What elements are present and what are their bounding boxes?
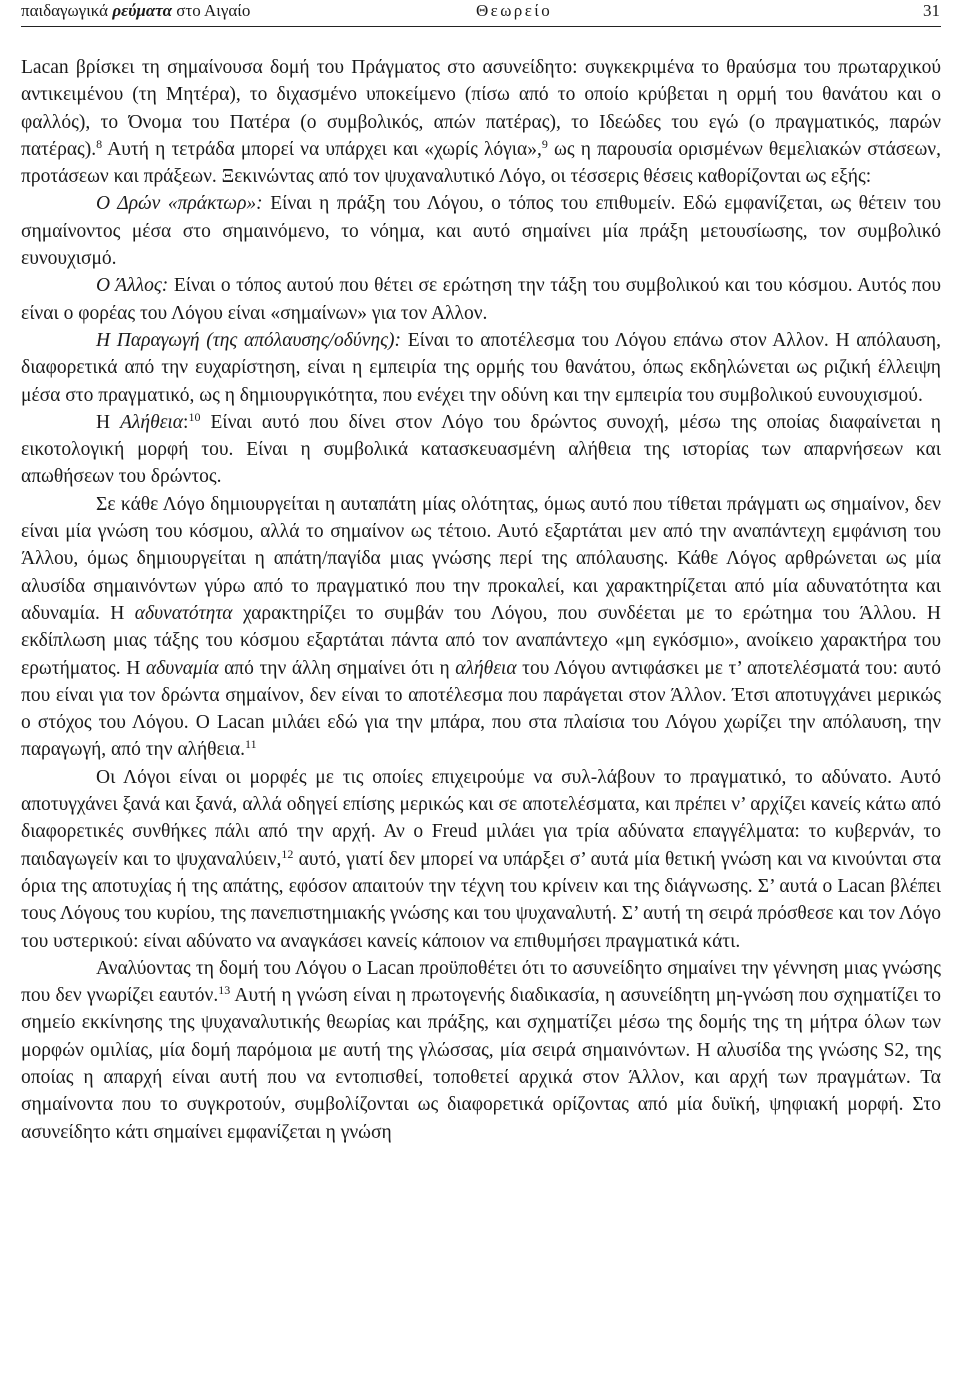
text-run: Οι Λόγοι είναι οι μορφές με τις οποίες επιχειρούμε να συλ-λάβουν το πραγματικό, το αδύνατο. Αυτό αποτυγχάνει ξανά και ξανά, αλλά οδηγεί επίσης μερικώς και σε αποτελέσματα, και πρέπει ν’ αρχίζει κανείς κάτω από διαφορετικές συνθήκες πάλι από την αρχή. Αν ο Freud μιλάει για τρία αδύνατα επαγγέλματα: το κυβερνάν, το παιδαγωγείν και το ψυχαναλύειν, (21, 766, 941, 870)
text-run: : (183, 411, 189, 433)
emphasis-impossibility: αδυνατότητα (134, 602, 233, 624)
footnote-ref-10[interactable]: 10 (188, 409, 201, 424)
term-production: Η Παραγωγή (της απόλαυσης/οδύνης): (96, 329, 402, 351)
text-run: Είναι η πράξη του Λόγου, ο τόπος του επιθυμείν. Εδώ εμφανίζεται, ως θέτειν του σημαίνοντος μέσα στο σημαινόμενο, το νόημα, και αυτό σημαίνει μία πράξη μετουσίωσης, τον συμβολικό ευνουχισμό. (21, 193, 941, 270)
text-run: Lacan βρίσκει τη σημαίνουσα δομή του Πράγματος στο ασυνείδητο: συγκεκριμένα το θραύσμα του πρωταρχικού αντικειμένου (τη Μητέρα), το διχασμένο υποκείμενο (πίσω από το οποίο κρύβεται η ορμή του θανάτου και ο φαλλός), το Όνομα του Πατέρα (ο συμβολικός, απών πατέρας), το Ιδεώδες του εγώ (ο πραγματικός, παρών πατέρας). (21, 57, 941, 160)
paragraph-8 (21, 955, 941, 1146)
text-run: Αυτή η τετράδα μπορεί να υπάρχει και «χωρίς λόγια», (102, 138, 542, 160)
emphasis-inability: αδυναμία (145, 657, 219, 679)
text-run: χαρακτηρίζει το συμβάν του Λόγου, που συνδέεται με το ερώτημα του Άλλου. Η εκδίπλωση μιας τάξης του κόσμου εξαρτάται πάντα από τον αναπάντεχο «μη εγκόσμιο», ανοίκειο χαρακτήρα του ερωτήματος. Η (21, 602, 942, 679)
footnote-ref-9[interactable]: 9 (541, 136, 548, 151)
text-run: Η (96, 411, 121, 433)
text-run: Είναι ο τόπος αυτού που θέτει σε ερώτηση την τάξη του συμβολικού και του κόσμου. Αυτός που είναι ο φορέας του Λόγου είναι «σημαίνων» για τον Αλλον. (21, 275, 941, 324)
journal-title-emphasis: ρεύματα (112, 1, 172, 20)
paragraph-other (21, 272, 941, 327)
page-number: 31 (923, 1, 940, 20)
text-run: Αναλύοντας τη δομή του Λόγου ο Lacan προϋποθέτει ότι το ασυνείδητο σημαίνει την γέννηση μιας γνώσης που δεν γνωρίζει εαυτόν. (21, 957, 941, 1007)
term-agent: Ο Δρών «πράκτωρ»: (96, 193, 263, 215)
paragraph-7 (21, 764, 941, 955)
section-title: Θεωρείο (476, 1, 553, 20)
paragraph-1 (21, 54, 941, 190)
main-text (21, 54, 941, 1146)
text-run: του Λόγου αντιφάσκει με τ’ αποτελέσματά του: αυτό που είναι για τον δρώντα σημαίνον, δεν είναι το αποτέλεσμα που παράγεται στον Άλλον. Έτσι αποτυγχάνει μερικώς ο στόχος του Λόγου. Ο Lacan μιλάει εδώ για την μπάρα, που στα πλαίσια του Λόγου χωρίζει την απόλαυση, την παραγωγή, από την αλήθεια. (21, 657, 941, 761)
text-run: αυτό, γιατί δεν μπορεί να υπάρξει σ’ αυτά μία θετική γνώση και να κινούνται στα όρια της αποτυχίας ή της απάτης, εφόσον απαιτούν την τέχνη του κρίνειν και της διάγνωσης. Σ’ αυτά ο Lacan βλέπει τους Λόγους του κυρίου, της πανεπιστημιακής γνώσης και του ψυχαναλυτή. Σ’ αυτή τη σειρά πρόσθεσε και τον Λόγο του υστερικού: είναι αδύνατο να αναγκάσει κανείς κάποιον να επιθυμήσει πραγματικά κάτι. (21, 848, 941, 952)
text-run: από την άλλη σημαίνει ότι η (218, 657, 456, 679)
text-run: ως η παρουσία ορισμένων θεμελιακών στάσεων, προτάσεων και πράξεων. Ξεκινώντας από τον ψυχαναλυτικό Λόγο, οι τέσσερις θέσεις καθορίζονται ως εξής: (21, 138, 941, 188)
term-truth: Αλήθεια (120, 411, 184, 433)
paragraph-agent (21, 190, 941, 272)
running-header (21, 0, 941, 27)
text-run: Είναι αυτό που δίνει στον Λόγο του δρώντος συνοχή, μέσω της οποίας διαφαίνεται η εικοτολογική μορφή του. Είναι η συμβολικά κατασκευασμένη αλήθεια της ιστορίας των απαρνήσεων και απωθήσεων του δρώντος. (21, 411, 941, 488)
paragraph-6 (21, 491, 941, 764)
journal-title-suffix: στο Αιγαίο (176, 1, 251, 20)
footnote-ref-13[interactable]: 13 (218, 983, 231, 998)
footnote-ref-11[interactable]: 11 (245, 737, 257, 752)
text-run: Αυτή η γνώση είναι η πρωτογενής διαδικασία, η ασυνείδητη μη-γνώση που σχηματίζει το σημείο εκκίνησης της ψυχαναλυτικής θεωρίας και πράξης, και σχηματίζει μέσω της δομής της τη μήτρα όλων των μορφών ομιλίας, μία δομή παρόμοια με αυτή της γλώσσας, μία σειρά σημαινόντων. Η αλυσίδα της γνώσης S2, της οποίας η απαρχή είναι αυτή που να εντοπισθεί, τοποθετεί αρχικά στον Άλλον, και αρχή των πραγμάτων. Τα σημαίνοντα που το συγκροτούν, συμβολίζονται ως διαφορετικά ορίζοντας από μία δυϊκή, ψηφιακή μορφή. Στο ασυνείδητο κάτι σημαίνει εμφανίζεται η γνώση (21, 985, 941, 1143)
journal-title (21, 0, 250, 22)
journal-title-prefix: παιδαγωγικά (21, 1, 109, 20)
term-other: Ο Άλλος: (96, 275, 169, 297)
paragraph-production (21, 327, 941, 409)
paragraph-truth (21, 409, 941, 491)
emphasis-truth: αλήθεια (455, 657, 517, 679)
footnote-ref-12[interactable]: 12 (281, 846, 294, 861)
text-run: Σε κάθε Λόγο δημιουργείται η αυταπάτη μίας ολότητας, όμως αυτό που τίθεται πράγματι ως σημαίνον, δεν είναι μία γνώση του κόσμου, αλλά το σημαίνον ως τέτοιο. Αυτό εξαρτάται μεν από την αναπάντεχη εμφάνιση του Άλλου, όμως δημιουργείται η απάτη/παγίδα μιας γνώσης περί της απόλαυσης. Κάθε Λόγος αρθρώνεται ως μία αλυσίδα σημαινόντων γύρω από το πραγματικό που την προκαλεί, και χαρακτηρίζεται από μία αδυνατότητα και αδυναμία. Η (21, 493, 941, 624)
text-run: Είναι το αποτέλεσμα του Λόγου επάνω στον Αλλον. Η απόλαυση, διαφορετικά από την ευχαρίστηση, είναι η εμπειρία της ορμής του θανάτου, όπως εκδηλώνεται ως ριζική έλλειψη μέσα στο πραγματικό, ως η δημιουργικότητα, που ενέχει την οδύνη και την εμπειρία του συμβολικού ευνουχισμού. (21, 329, 941, 406)
footnote-ref-8[interactable]: 8 (96, 136, 103, 151)
